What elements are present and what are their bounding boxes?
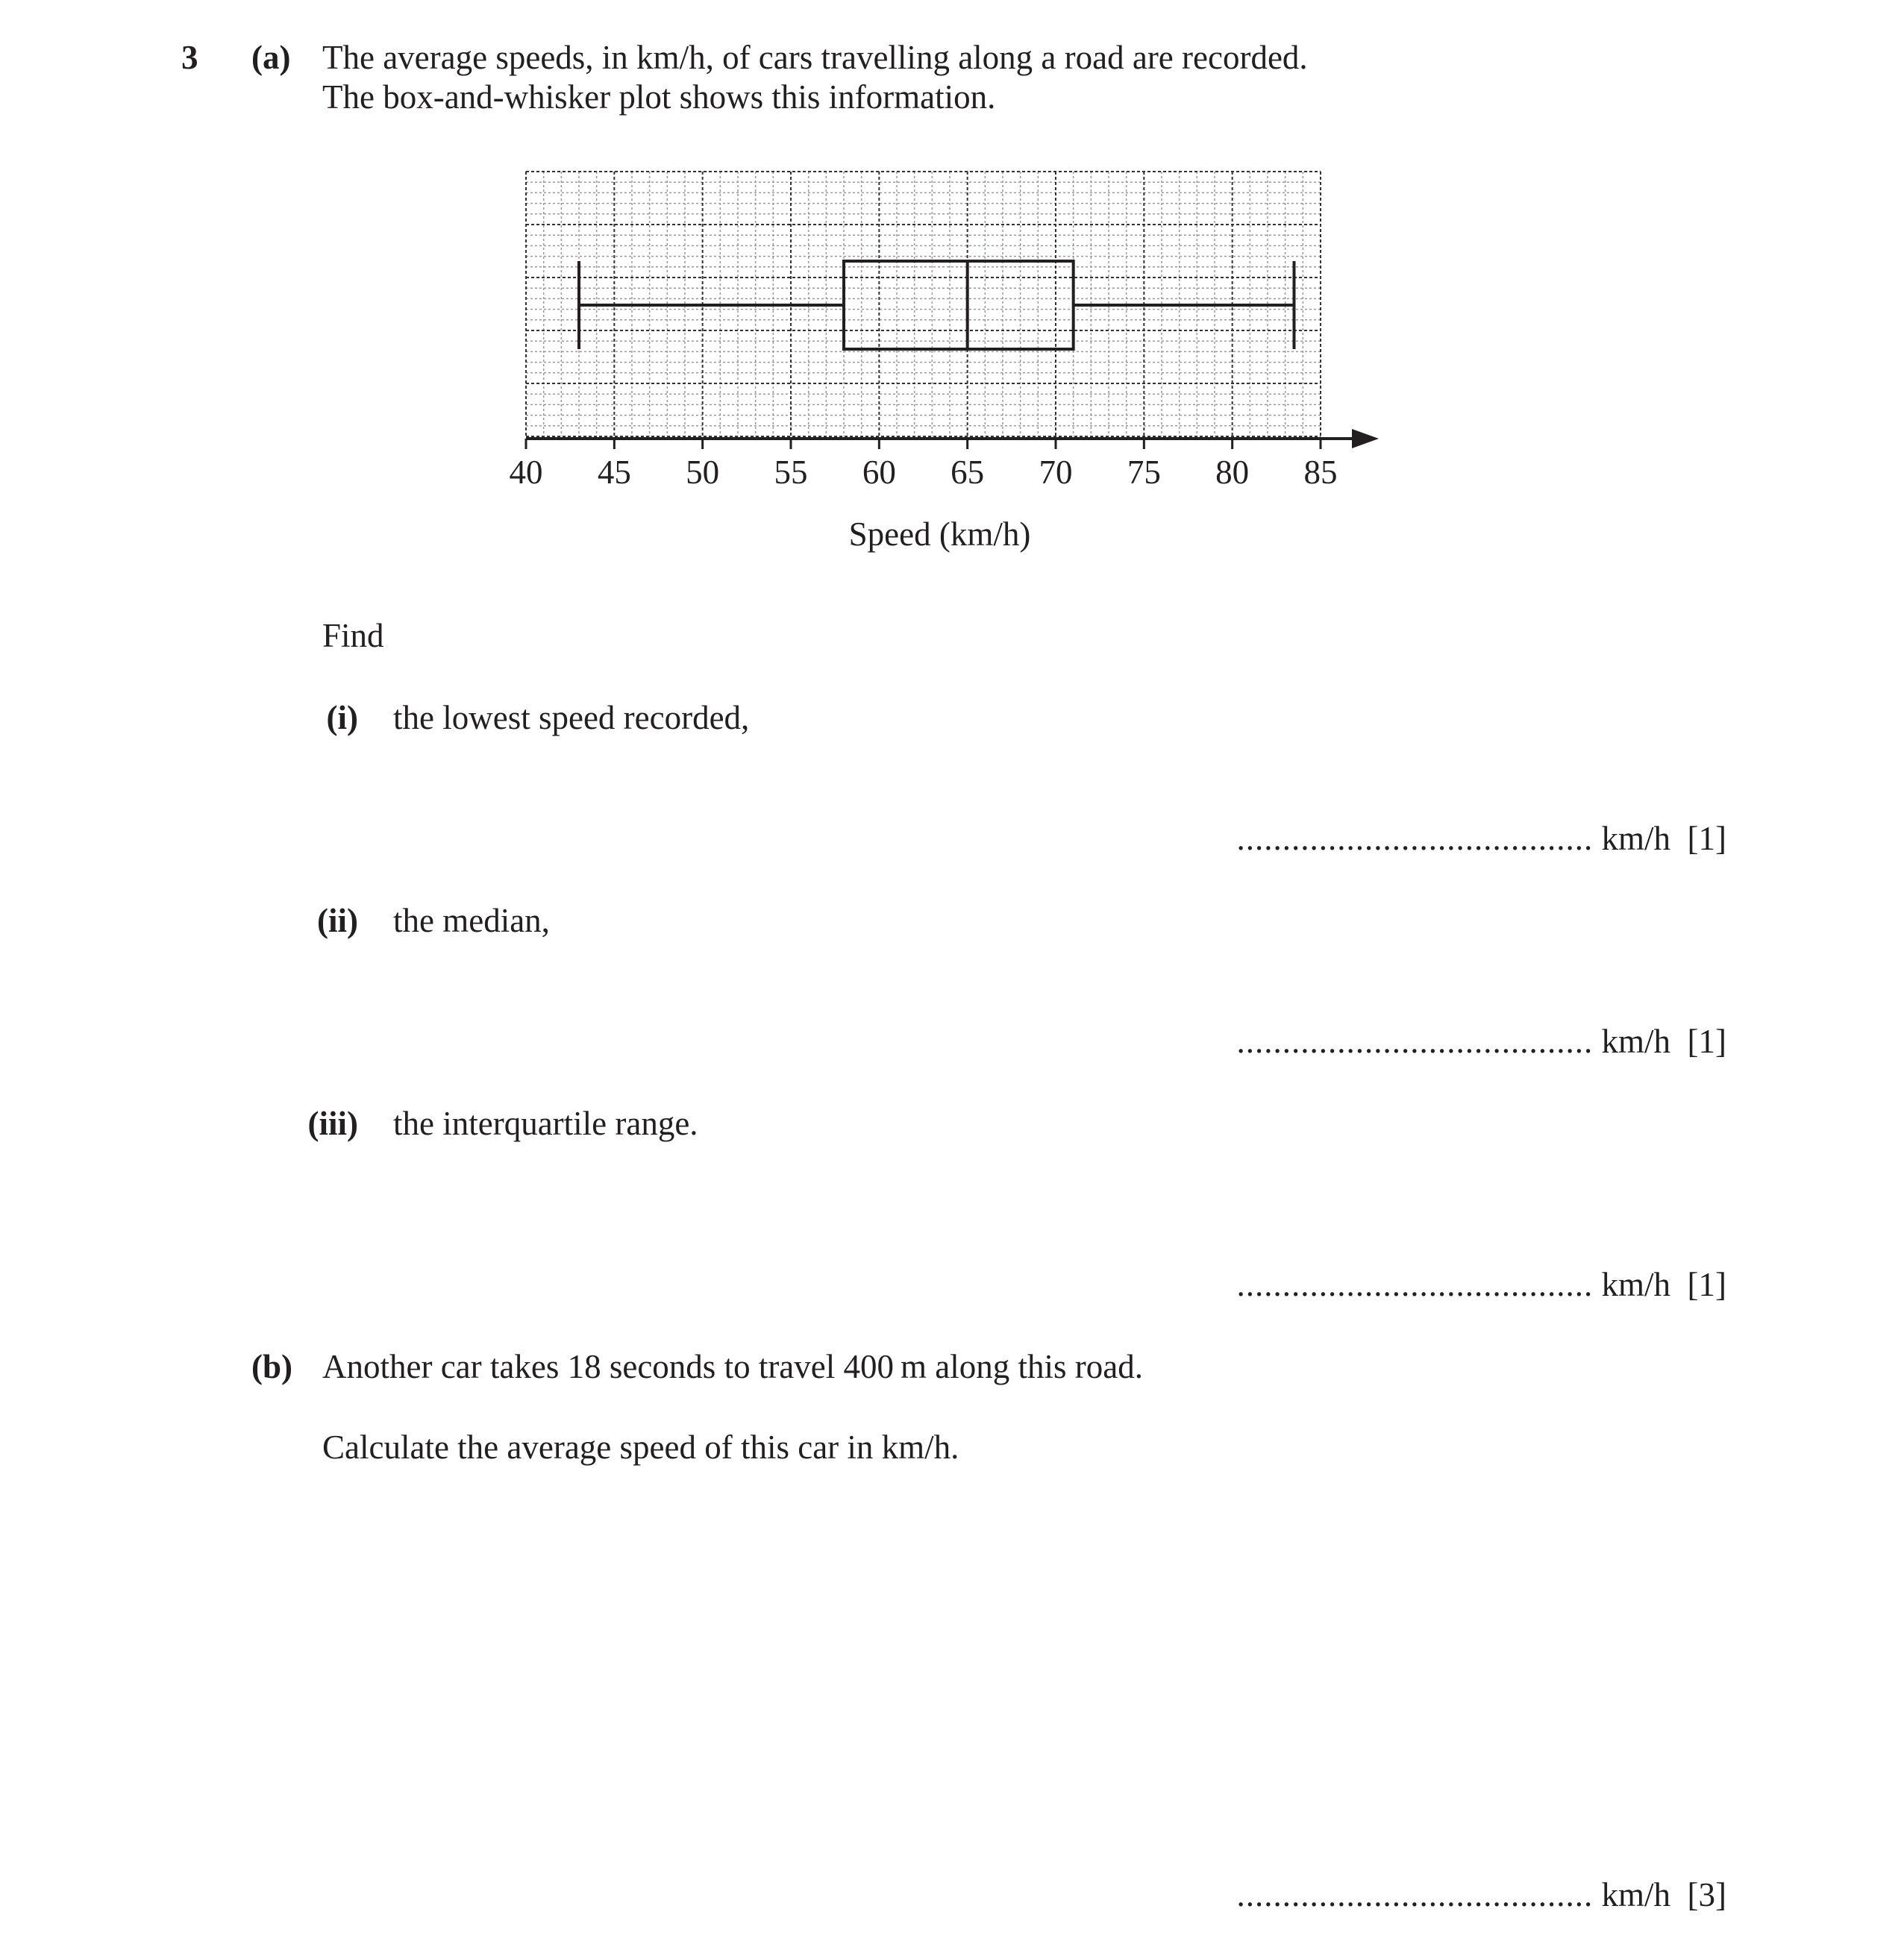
part-b-label: (b) (251, 1348, 292, 1385)
find-label: Find (322, 617, 384, 654)
subpart-i-label: (i) (326, 699, 358, 736)
answer-dots[interactable]: ....................................... (1236, 1876, 1594, 1913)
subpart-ii-answer-line[interactable] (1237, 1025, 1727, 1059)
x-tick-label: 55 (774, 454, 808, 491)
answer-unit: km/h (1601, 1023, 1671, 1060)
part-b-line2: Calculate the average speed of this car in km/h. (322, 1429, 959, 1466)
x-tick-label: 85 (1303, 454, 1338, 491)
x-axis (526, 429, 1379, 448)
subpart-i-text: the lowest speed recorded, (393, 699, 750, 736)
marks: [1] (1687, 1023, 1726, 1060)
box-plot-chart (477, 149, 1403, 567)
box-plot (579, 261, 1294, 349)
part-b-answer-line[interactable] (1237, 1878, 1727, 1912)
answer-dots[interactable]: ....................................... (1236, 820, 1594, 857)
part-b-line1: Another car takes 18 seconds to travel 400 m along this road. (322, 1348, 1143, 1385)
marks: [3] (1687, 1876, 1726, 1913)
x-tick-label: 65 (951, 454, 985, 491)
answer-unit: km/h (1601, 1876, 1671, 1913)
question-number: 3 (181, 39, 198, 76)
x-tick-label: 40 (509, 454, 543, 491)
part-a-label: (a) (251, 39, 291, 76)
marks: [1] (1687, 820, 1726, 857)
subpart-i-answer-line[interactable] (1237, 822, 1727, 856)
answer-unit: km/h (1601, 1266, 1671, 1303)
answer-unit: km/h (1601, 820, 1671, 857)
x-tick-label: 70 (1039, 454, 1073, 491)
x-tick-label: 80 (1215, 454, 1250, 491)
part-a-intro-line1: The average speeds, in km/h, of cars travelling along a road are recorded. (322, 39, 1308, 76)
subpart-iii-answer-line[interactable] (1237, 1268, 1727, 1302)
x-axis-arrow-icon (1352, 429, 1379, 448)
subpart-ii-label: (ii) (317, 902, 358, 939)
subpart-ii-text: the median, (393, 902, 550, 939)
interquartile-box (844, 261, 1074, 349)
x-tick-label: 45 (597, 454, 631, 491)
answer-dots[interactable]: ....................................... (1236, 1266, 1594, 1303)
part-a-intro-line2: The box-and-whisker plot shows this information. (322, 78, 996, 116)
x-axis-ticks (526, 439, 1321, 449)
subpart-iii-text: the interquartile range. (393, 1105, 698, 1142)
x-tick-label: 75 (1127, 454, 1161, 491)
x-axis-label: Speed (km/h) (848, 515, 1031, 553)
x-axis-tick-labels (510, 454, 1338, 491)
x-tick-label: 60 (862, 454, 896, 491)
x-tick-label: 50 (686, 454, 720, 491)
answer-dots[interactable]: ....................................... (1236, 1023, 1594, 1060)
marks: [1] (1687, 1266, 1726, 1303)
subpart-iii-label: (iii) (307, 1105, 358, 1142)
